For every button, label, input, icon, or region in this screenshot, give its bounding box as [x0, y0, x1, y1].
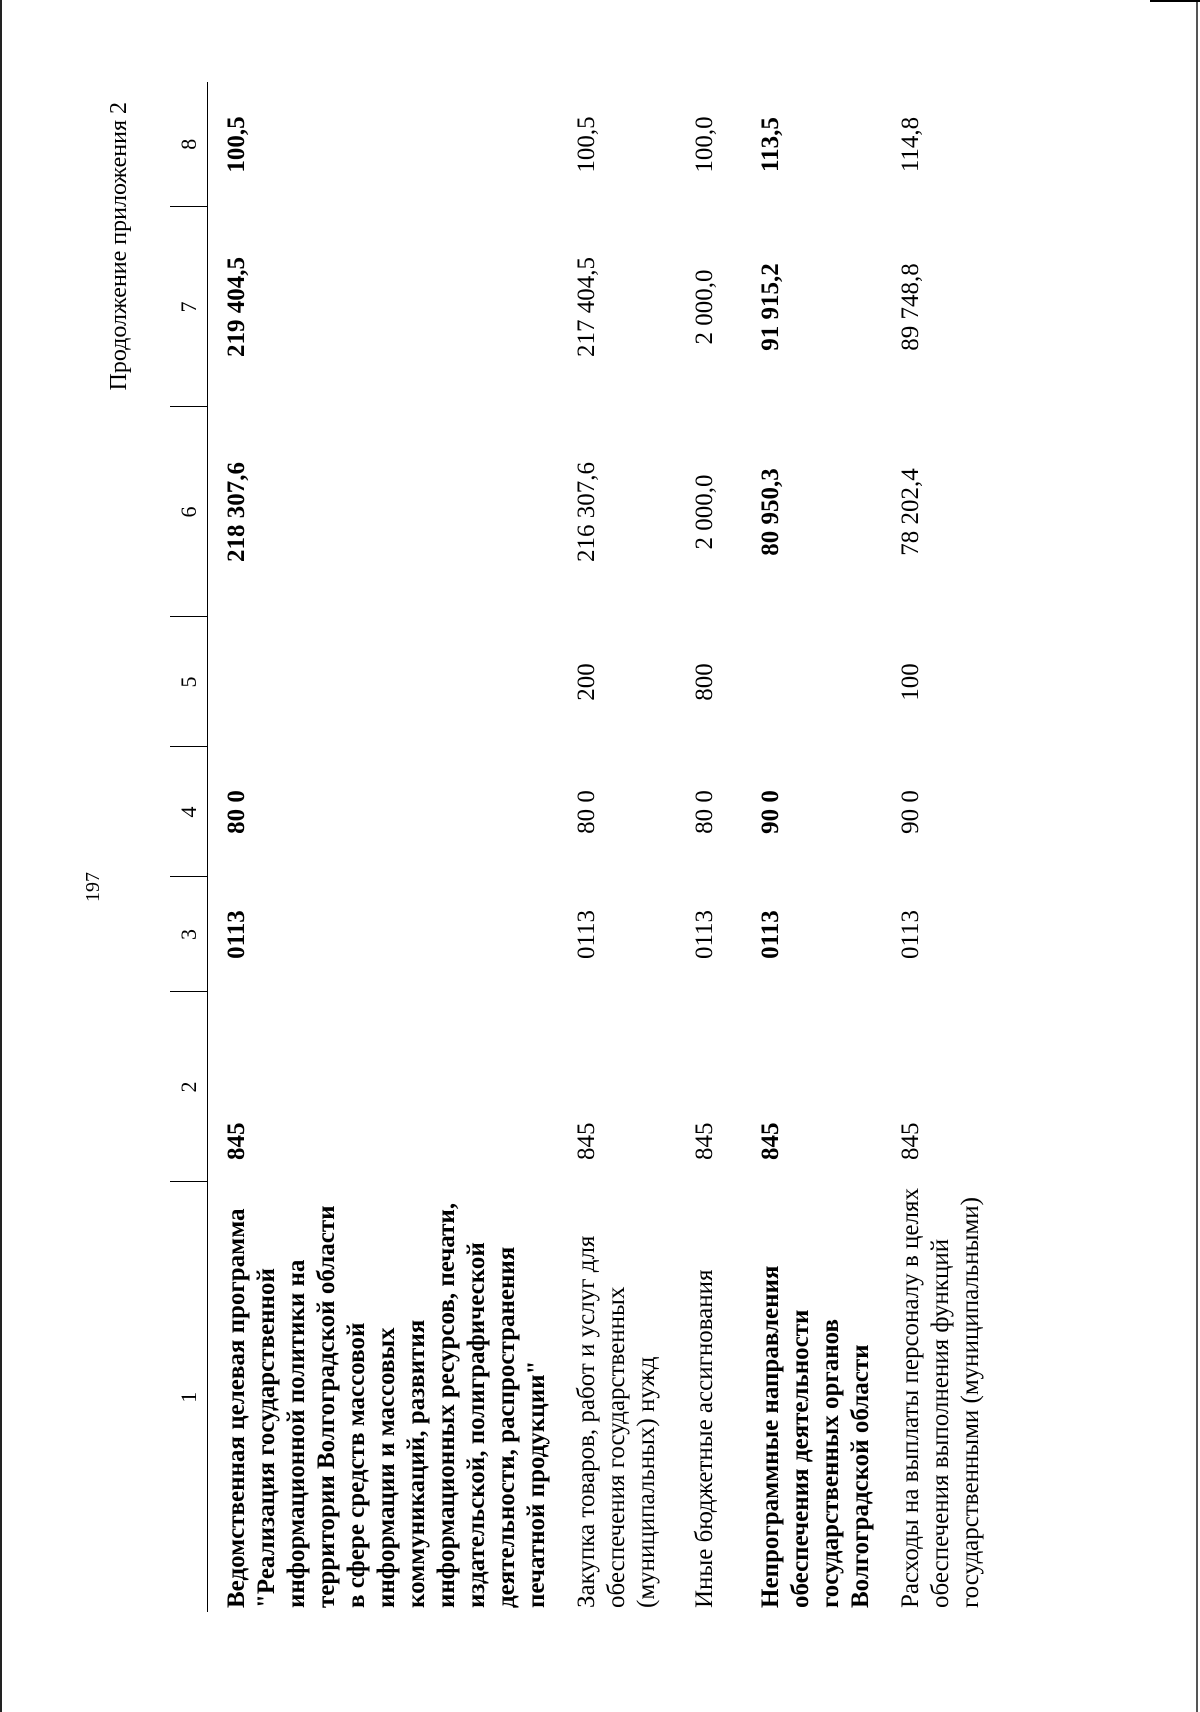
row-amount-actual: 219 404,5	[223, 257, 250, 357]
table-row	[208, 82, 559, 1612]
row-expense-type	[208, 617, 559, 747]
row-description: Ведомственная целевая программа "Реализация государственной информационной политики на территории Волгоградской области в сфере средств массовой информации и массовых коммуникаций, развития информационных ресурсов, печати, издательской, полиграфической деятельности, распространения печатной продукции"	[223, 1202, 550, 1608]
row-target-code: 80 0	[573, 790, 600, 834]
row-expense-type: 200	[573, 663, 600, 701]
row-section-code: 0113	[897, 909, 924, 960]
row-section-code: 0113	[223, 910, 250, 959]
row-ministry-code: 845	[691, 1122, 718, 1160]
row-amount-approved: 78 202,4	[897, 468, 924, 556]
row-expense-type: 800	[691, 663, 718, 701]
row-amount-approved: 218 307,6	[223, 462, 250, 562]
row-target-code: 80 0	[691, 790, 718, 834]
row-percent: 113,5	[757, 117, 784, 172]
row-expense-type	[742, 617, 882, 747]
row-percent: 100,0	[691, 116, 718, 173]
column-header: 2	[170, 992, 208, 1182]
column-header: 4	[170, 747, 208, 877]
row-ministry-code: 845	[223, 1122, 250, 1160]
column-header: 8	[170, 82, 208, 207]
row-target-code: 90 0	[897, 790, 924, 834]
row-target-code: 90 0	[757, 790, 784, 834]
row-expense-type: 100	[897, 663, 924, 701]
row-percent: 100,5	[223, 116, 250, 173]
row-ministry-code: 845	[573, 1122, 600, 1160]
row-description: Непрограммные направления обеспечения деятельности государственных органов Волгоградской области	[757, 1265, 874, 1608]
table-row	[676, 82, 742, 1612]
row-amount-actual: 91 915,2	[757, 263, 784, 351]
row-percent: 114,8	[897, 116, 924, 173]
row-amount-approved: 2 000,0	[691, 474, 718, 550]
row-ministry-code: 845	[757, 1122, 784, 1160]
row-section-code: 0113	[757, 910, 784, 959]
column-header: 7	[170, 207, 208, 407]
continuation-label: Продолжение приложения 2	[106, 102, 132, 391]
column-header: 5	[170, 617, 208, 747]
row-amount-actual: 217 404,5	[573, 257, 600, 357]
row-amount-actual: 2 000,0	[691, 269, 718, 345]
row-amount-actual: 89 748,8	[897, 263, 924, 351]
table-row	[882, 82, 1012, 1612]
row-amount-approved: 80 950,3	[757, 468, 784, 556]
table-row	[558, 82, 676, 1612]
row-percent: 100,5	[573, 116, 600, 173]
budget-table	[170, 82, 1012, 1612]
row-section-code: 0113	[573, 909, 600, 960]
column-header: 3	[170, 877, 208, 992]
row-amount-approved: 216 307,6	[573, 462, 600, 562]
column-header: 1	[170, 1182, 208, 1612]
column-header: 6	[170, 407, 208, 617]
table-header-row	[170, 82, 208, 1612]
page-number: 197	[82, 872, 104, 902]
row-description: Иные бюджетные ассигнования	[691, 1269, 718, 1608]
row-section-code: 0113	[691, 909, 718, 960]
row-description: Закупка товаров, работ и услуг для обеспечения государственных (муниципальных) нужд	[573, 1235, 660, 1608]
table-row	[742, 82, 882, 1612]
row-description: Расходы на выплаты персоналу в целях обеспечения выполнения функций государственными (муниципальными)	[897, 1188, 984, 1608]
row-target-code: 80 0	[223, 790, 250, 834]
row-ministry-code: 845	[897, 1122, 924, 1160]
